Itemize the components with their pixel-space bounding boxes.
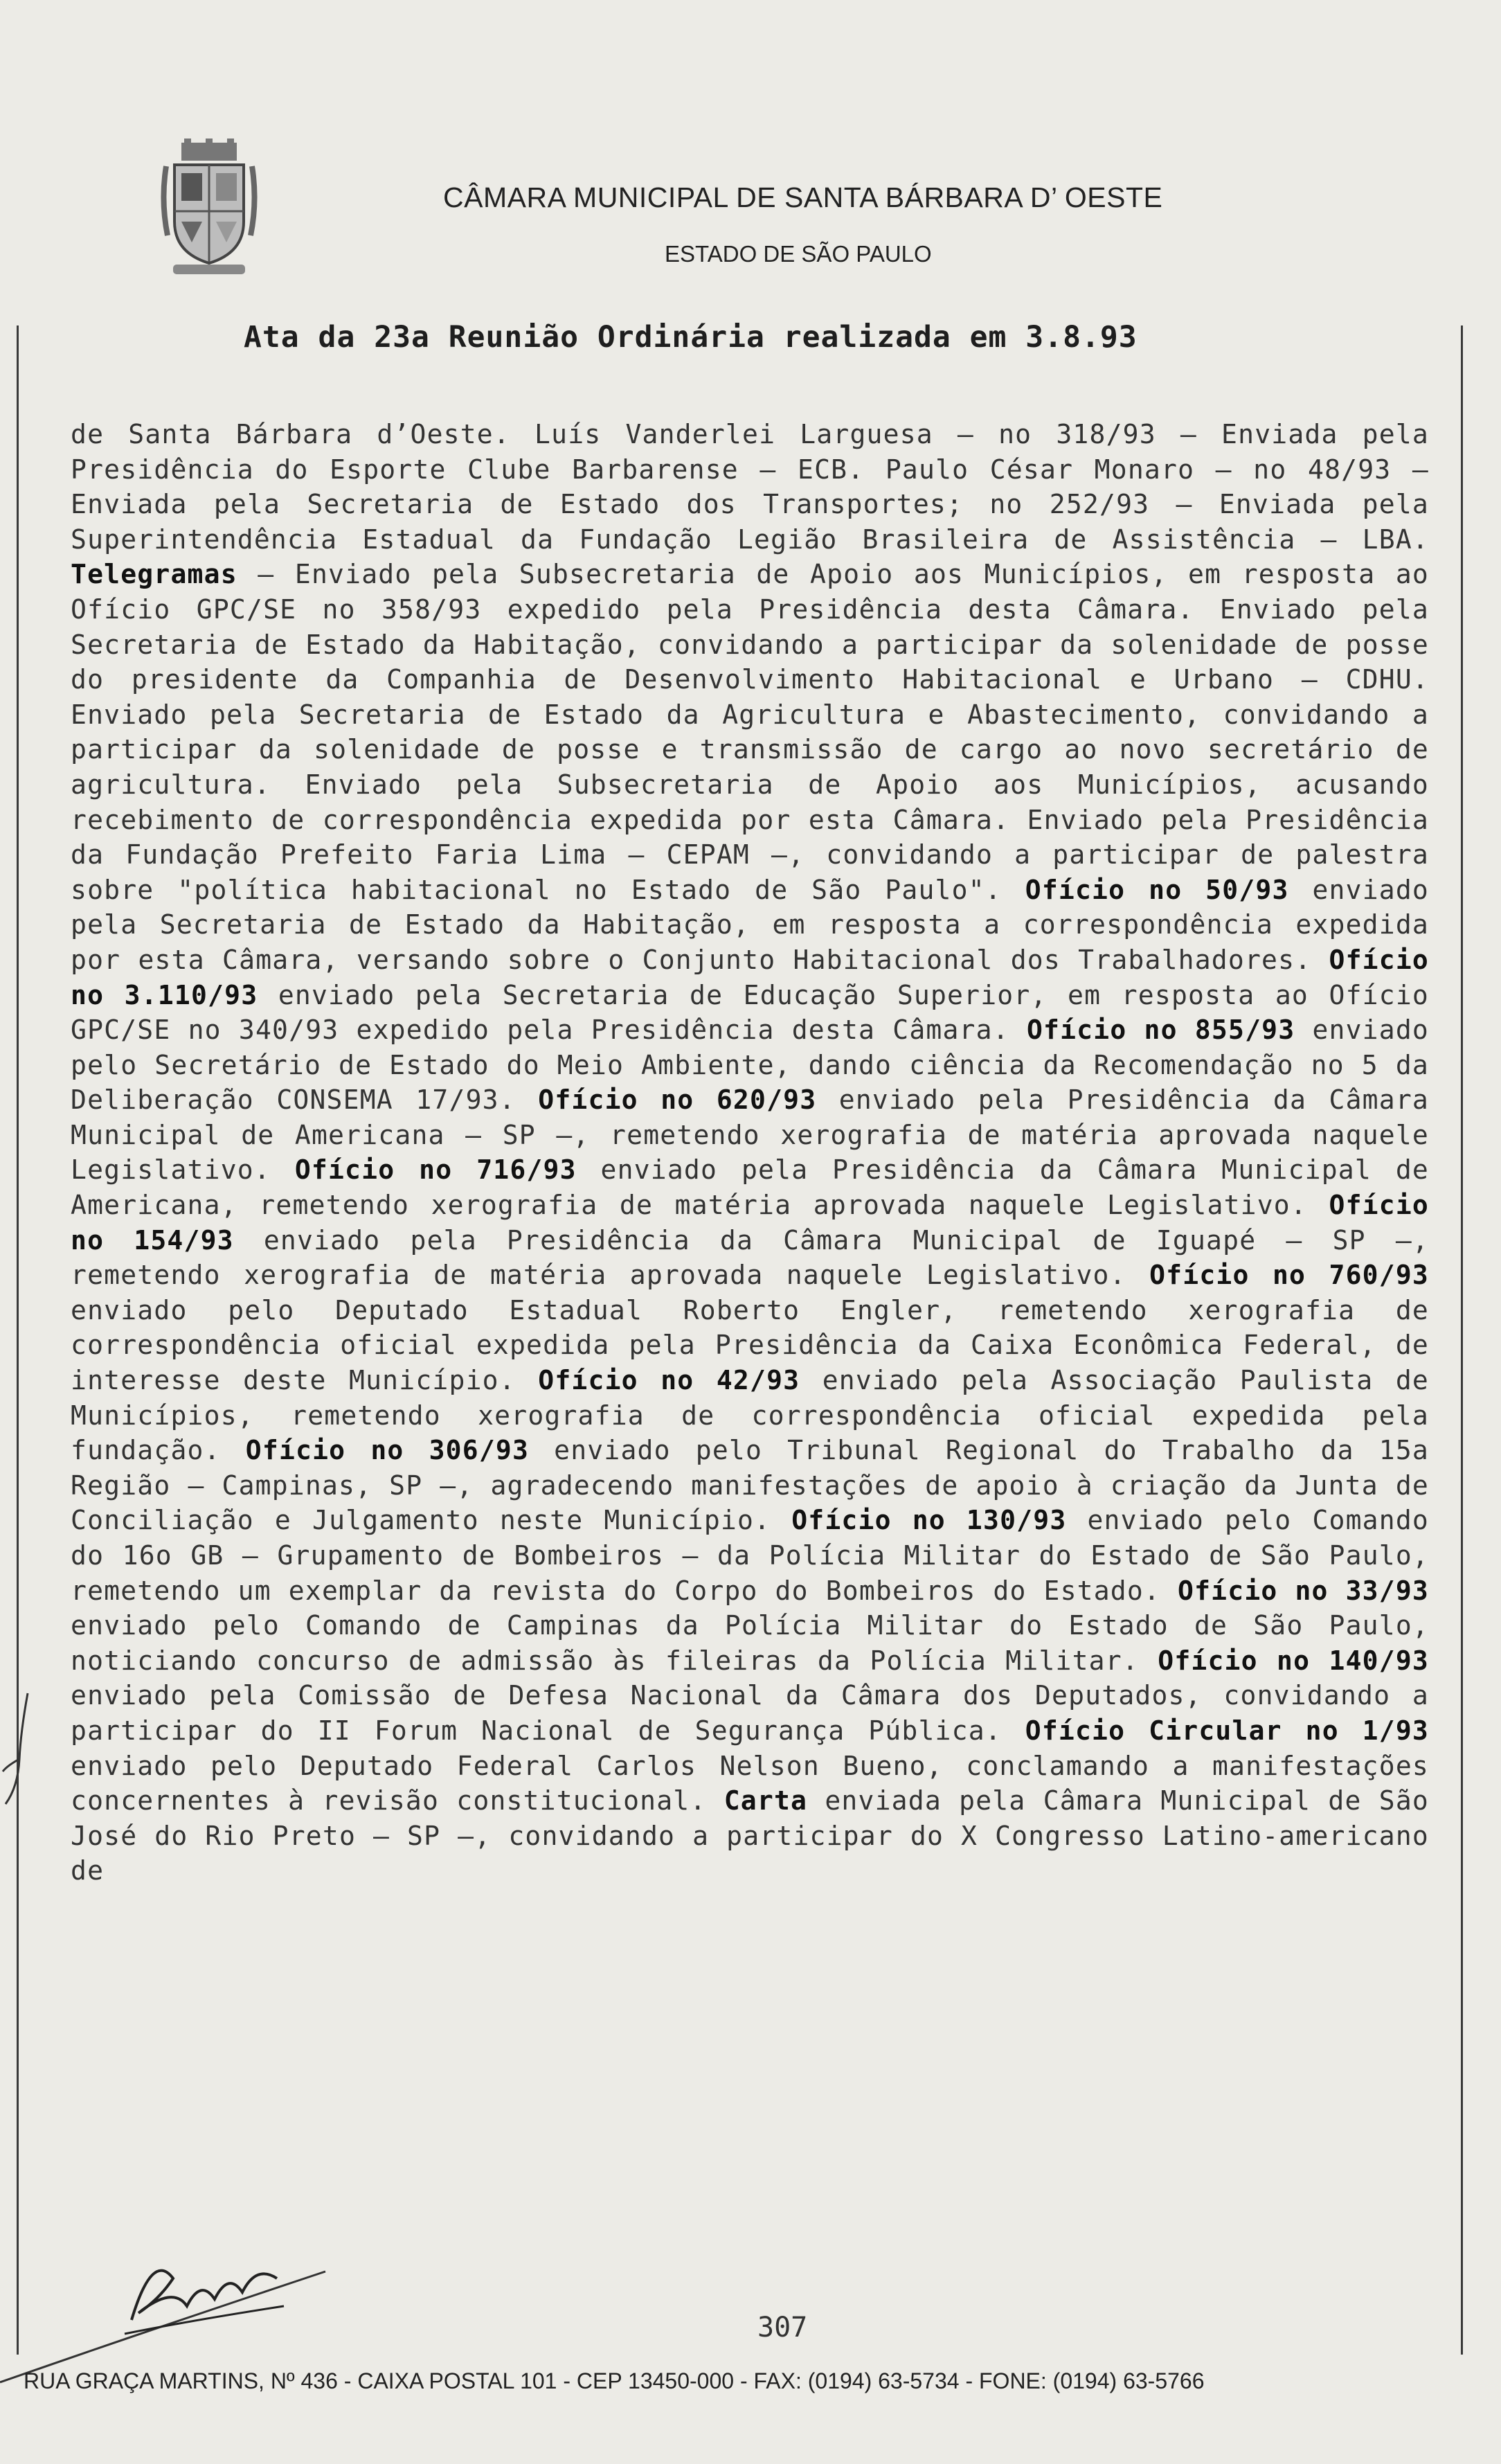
body-run: enviado pelo Tribunal Regional do Trabalho da 15a Região – Campinas, SP –, agradecendo manifestações de apoio à criação da Junta de Conciliação e Julgamento neste Município. xyxy=(71,1435,1430,1536)
bold-heading: Ofício no 42/93 xyxy=(538,1365,800,1396)
bold-heading: Ofício no 620/93 xyxy=(538,1084,817,1116)
body-run: enviado pelo Secretário de Estado do Meio Ambiente, dando ciência da Recomendação no 5 da Deliberação CONSEMA 17/93. xyxy=(71,1015,1429,1116)
body-run: enviado pelo Comando de Campinas da Polícia Militar do Estado de São Paulo, noticiando concurso de admissão às fileiras da Polícia Militar. xyxy=(71,1610,1429,1676)
body-run: de Santa Bárbara d’Oeste. Luís Vanderlei Larguesa – no 318/93 – Enviada pela Presidência do Esporte Clube Barbarense – ECB. Paulo César Monaro – no 48/93 – Enviada pela Secretaria de Estado dos Transportes; no 252/93 – Enviada pela Superintendência Estadual da Fundação Legião Brasileira de Assistência – LBA. xyxy=(71,419,1429,555)
bold-heading: Ofício no 33/93 xyxy=(1178,1575,1429,1606)
coat-of-arms-icon xyxy=(154,139,264,284)
bold-heading: Ofício no 716/93 xyxy=(294,1154,577,1186)
minutes-title: Ata da 23a Reunião Ordinária realizada em 3.8.93 xyxy=(244,320,1138,355)
signature-icon xyxy=(111,2237,305,2348)
body-run: enviado pelo Deputado Federal Carlos Nelson Bueno, conclamando a manifestações concernentes à revisão constitucional. xyxy=(71,1750,1429,1816)
body-run: enviado pela Associação Paulista de Municípios, remetendo xerografia de correspondência oficial expedida pela fundação. xyxy=(71,1365,1429,1466)
bold-heading: Ofício Circular no 1/93 xyxy=(1025,1715,1429,1746)
bold-heading: Carta xyxy=(723,1785,808,1816)
council-name: CÂMARA MUNICIPAL DE SANTA BÁRBARA D’ OESTE xyxy=(443,181,1163,213)
body-run: enviado pelo Comando do 16o GB – Grupamento de Bombeiros – da Polícia Militar do Estado de São Paulo, remetendo um exemplar da revista do Corpo do Bombeiros do Estado. xyxy=(71,1505,1429,1606)
body-run: enviado pela Comissão de Defesa Nacional da Câmara dos Deputados, convidando a participar do II Forum Nacional de Segurança Pública. xyxy=(71,1680,1429,1746)
body-run: enviada pela Câmara Municipal de São José do Rio Preto – SP –, convidando a participar do X Congresso Latino-americano de xyxy=(71,1785,1429,1886)
bold-heading: Ofício no 760/93 xyxy=(1149,1260,1429,1291)
right-margin-rule xyxy=(1461,325,1463,2355)
body-run: enviado pela Secretaria de Estado da Habitação, em resposta a correspondência expedida por esta Câmara, versando sobre o Conjunto Habitacional dos Trabalhadores. xyxy=(71,874,1430,975)
bold-heading: Ofício no 140/93 xyxy=(1158,1645,1429,1676)
bold-heading: Telegramas xyxy=(71,559,237,590)
bold-heading: Ofício no 50/93 xyxy=(1025,874,1289,905)
address-footer: RUA GRAÇA MARTINS, Nº 436 - CAIXA POSTAL 101 - CEP 13450-000 - FAX: (0194) 63-5734 - FONE: (0194) 63-5766 xyxy=(24,2368,1205,2393)
body-run: enviado pela Secretaria de Educação Superior, em resposta ao Ofício GPC/SE no 340/93 expedido pela Presidência desta Câmara. xyxy=(71,979,1429,1046)
bold-heading: Ofício no 154/93 xyxy=(71,1190,1429,1256)
margin-pen-mark-icon xyxy=(0,1690,42,1807)
page-number: 307 xyxy=(757,2312,808,2344)
minutes-body xyxy=(71,417,1429,1889)
bold-heading: Ofício no 130/93 xyxy=(791,1505,1067,1536)
bold-heading: Ofício no 855/93 xyxy=(1026,1015,1295,1046)
body-run: enviado pela Presidência da Câmara Municipal de Iguapé – SP –, remetendo xerografia de matéria aprovada naquele Legislativo. xyxy=(71,1224,1429,1291)
left-margin-rule xyxy=(17,325,19,2355)
bold-heading: Ofício no 3.110/93 xyxy=(71,944,1429,1010)
body-run: enviado pela Presidência da Câmara Municipal de Americana – SP –, remetendo xerografia de matéria aprovada naquele Legislativo. xyxy=(71,1084,1429,1186)
state-name: ESTADO DE SÃO PAULO xyxy=(665,241,932,267)
bold-heading: Ofício no 306/93 xyxy=(245,1435,530,1466)
body-run: – Enviado pela Subsecretaria de Apoio aos Municípios, em resposta ao Ofício GPC/SE no 358/93 expedido pela Presidência desta Câmara. Enviado pela Secretaria de Estado da Habitação, convidando a participar da solenidade de posse do presidente da Companhia de Desenvolvimento Habitacional e Urbano – CDHU. Enviado pela Secretaria de Estado da Agricultura e Abastecimento, convidando a participar da solenidade de posse e transmissão de cargo ao novo secretário de agricultura. Enviado pela Subsecretaria de Apoio aos Municípios, acusando recebimento de correspondência expedida por esta Câmara. Enviado pela Presidência da Fundação Prefeito Faria Lima – CEPAM –, convidando a participar de palestra sobre "política habitacional no Estado de São Paulo". xyxy=(71,559,1429,905)
body-run: enviado pelo Deputado Estadual Roberto Engler, remetendo xerografia de correspondência oficial expedida pela Presidência da Caixa Econômica Federal, de interesse deste Município. xyxy=(71,1294,1429,1396)
body-run: enviado pela Presidência da Câmara Municipal de Americana, remetendo xerografia de matéria aprovada naquele Legislativo. xyxy=(71,1154,1429,1221)
